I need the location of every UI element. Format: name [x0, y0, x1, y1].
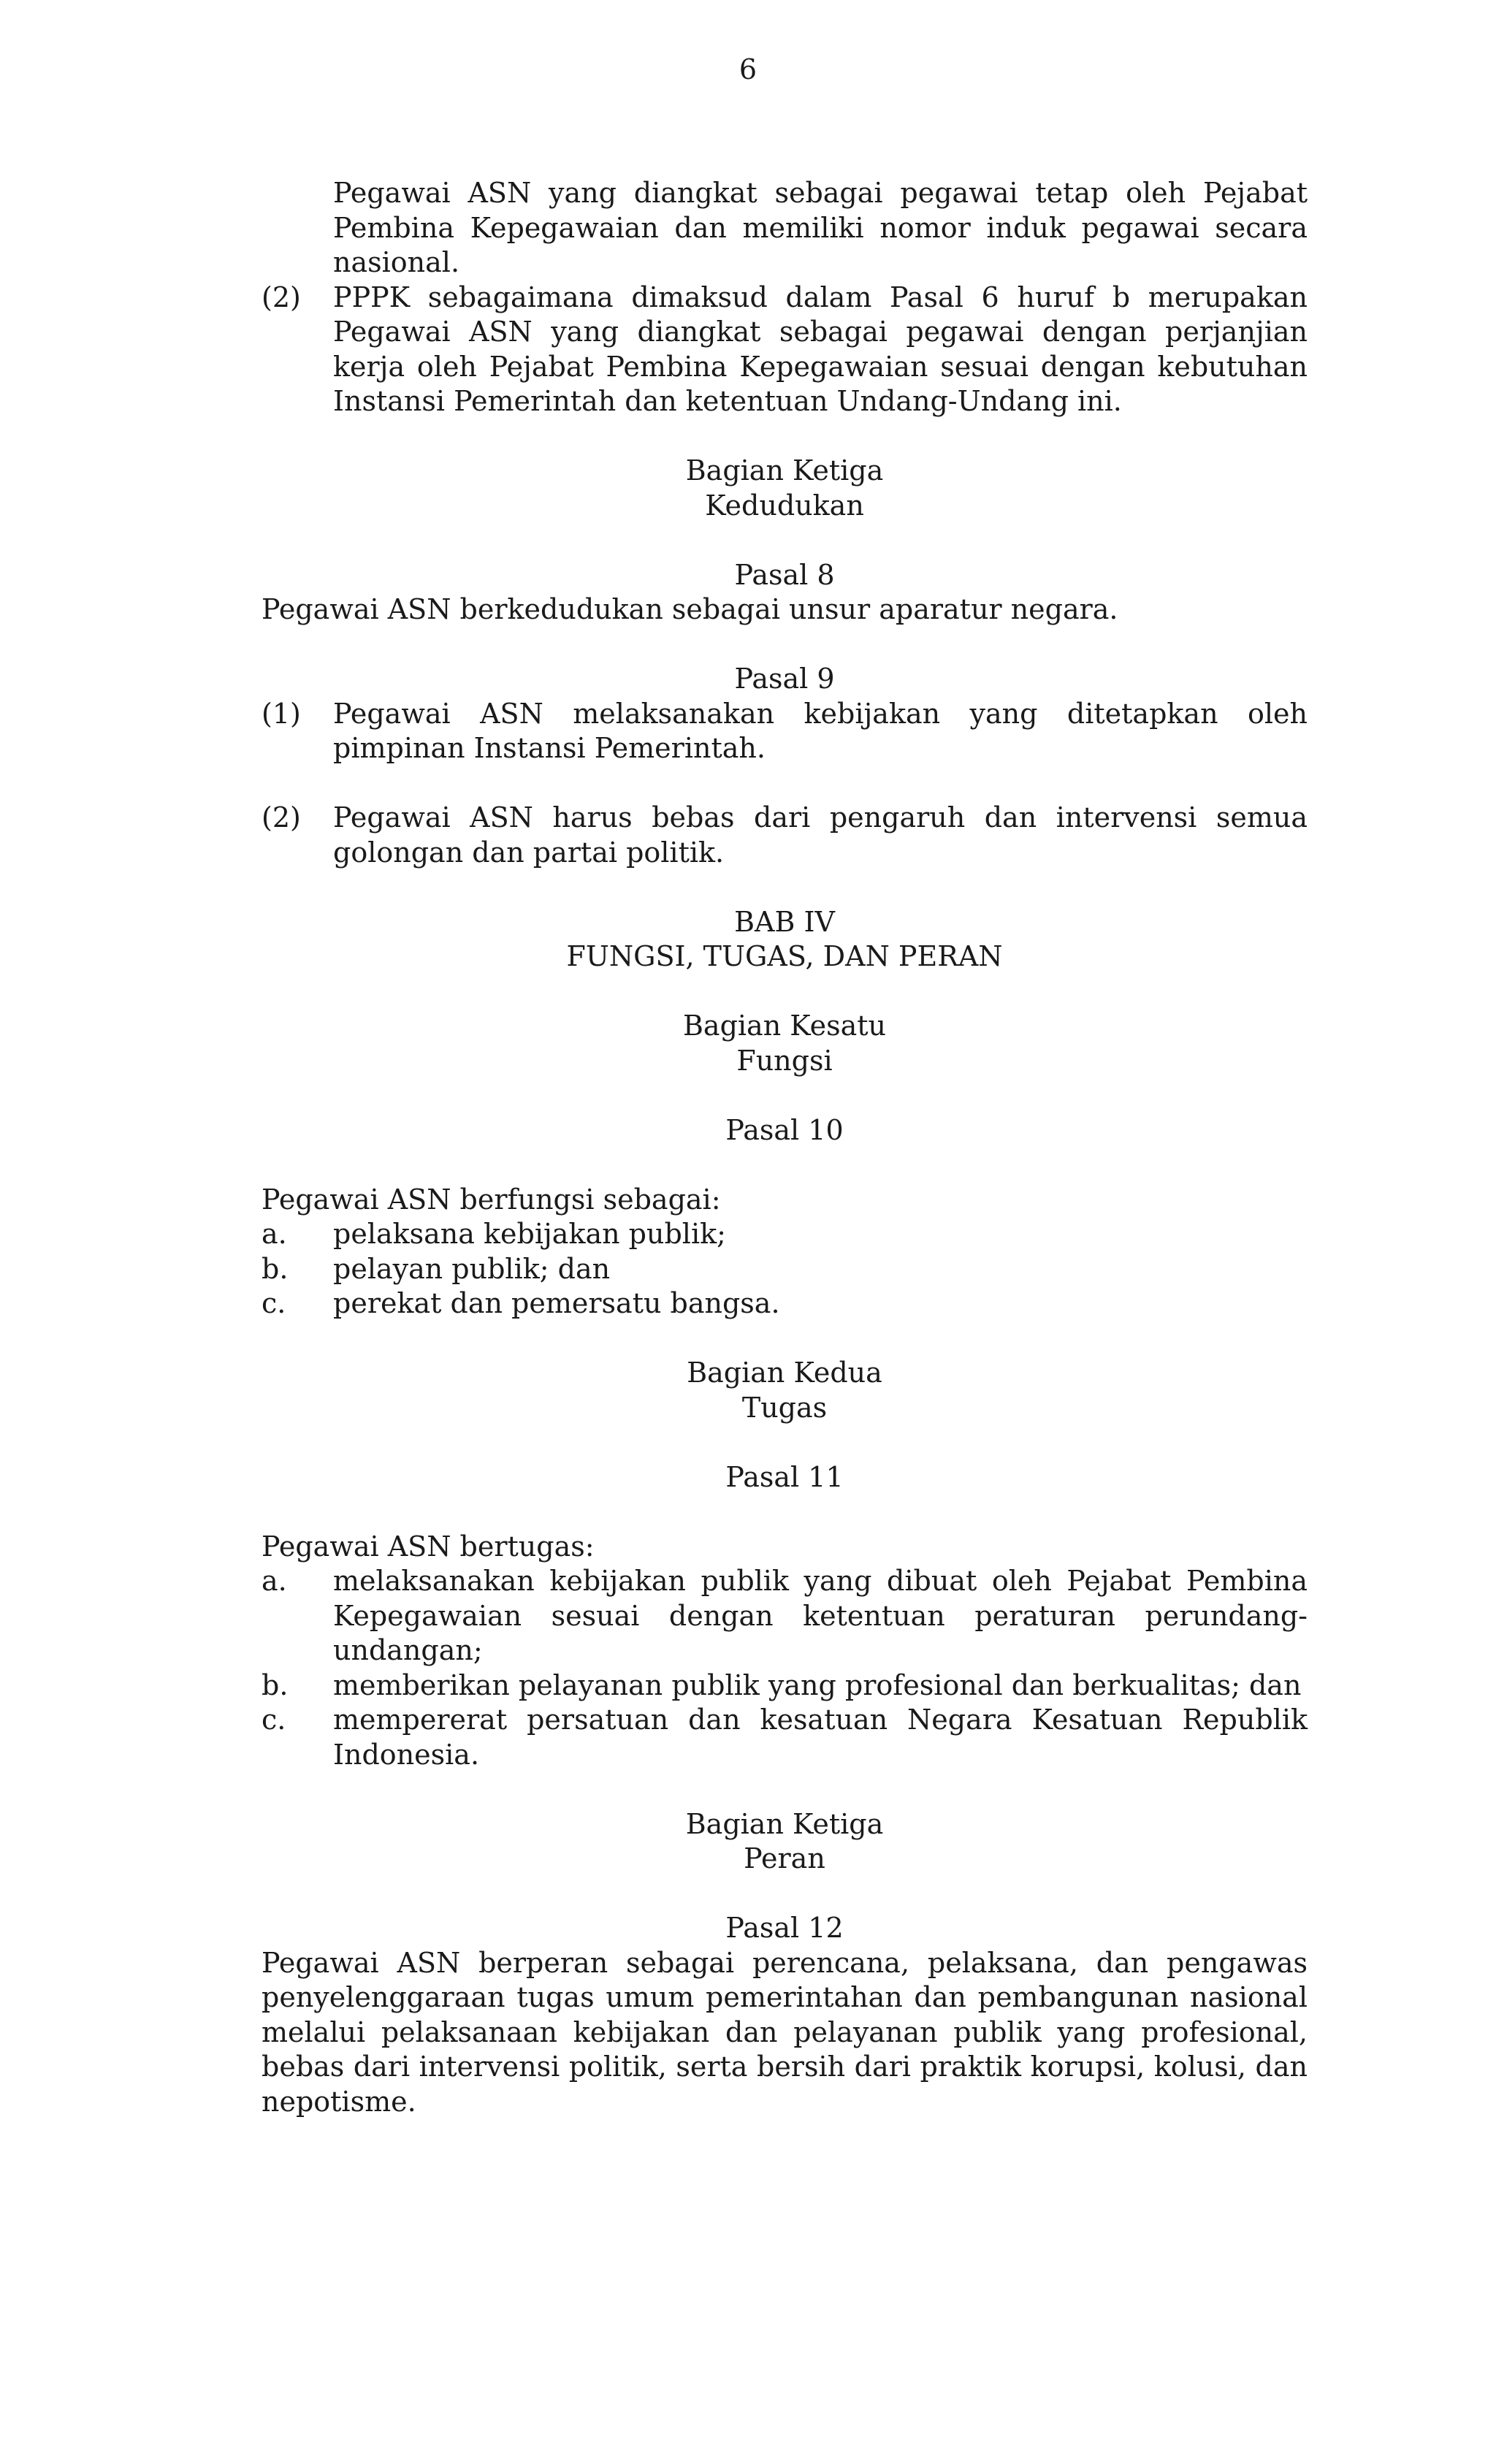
item-text: perekat dan pemersatu bangsa.	[333, 1287, 780, 1319]
pasal7-item-2	[262, 281, 1308, 419]
article-text: Pegawai ASN berperan sebagai perencana, pelaksana, dan pengawas penyelenggaraan tugas umum pemerintahan dan pembangunan nasional melalui pelaksanaan kebijakan dan pelayanan publik yang profesional, bebas dari intervensi politik, serta bersih dari praktik korupsi, kolusi, dan nepotisme.	[262, 1946, 1308, 2118]
item-text: Pegawai ASN melaksanakan kebijakan yang ditetapkan oleh pimpinan Instansi Pemerintah.	[333, 697, 1308, 764]
article-heading: Pasal 10	[725, 1113, 844, 1146]
pasal11-item-a	[262, 1564, 1308, 1668]
article-heading: Pasal 8	[734, 558, 835, 591]
article-intro: Pegawai ASN berfungsi sebagai:	[262, 1183, 721, 1216]
section-subtitle: Kedudukan	[705, 489, 864, 522]
pasal10-item-c	[262, 1286, 1308, 1321]
item-number: (2)	[262, 281, 301, 313]
item-letter: b.	[262, 1668, 289, 1701]
article-heading: Pasal 9	[734, 663, 835, 695]
page-number: 6	[739, 53, 757, 85]
item-text: PPPK sebagaimana dimaksud dalam Pasal 6 huruf b merupakan Pegawai ASN yang diangkat sebagai pegawai dengan perjanjian kerja oleh Pejabat Pembina Kepegawaian sesuai dengan kebutuhan Instansi Pemerintah dan ketentuan Undang-Undang ini.	[333, 281, 1308, 417]
section-title: Bagian Ketiga	[685, 1807, 884, 1840]
item-letter: c.	[262, 1287, 286, 1319]
section-subtitle: Tugas	[741, 1391, 828, 1424]
item-number: (2)	[262, 801, 301, 834]
pasal9-item-2	[262, 801, 1308, 870]
chapter-subtitle: FUNGSI, TUGAS, DAN PERAN	[566, 940, 1003, 972]
item-letter: c.	[262, 1704, 286, 1736]
pasal9-item-1	[262, 697, 1308, 766]
item-letter: a.	[262, 1565, 287, 1597]
article-text: Pegawai ASN berkedudukan sebagai unsur aparatur negara.	[262, 593, 1118, 625]
item-letter: b.	[262, 1252, 289, 1285]
article-intro: Pegawai ASN bertugas:	[262, 1530, 595, 1563]
item-text: pelaksana kebijakan publik;	[333, 1218, 726, 1250]
article-heading: Pasal 11	[725, 1460, 844, 1493]
pasal10-item-a	[262, 1217, 1308, 1252]
section-title: Bagian Kesatu	[682, 1010, 887, 1042]
item-text: pelayan publik; dan	[333, 1252, 611, 1285]
pasal11-item-b	[262, 1668, 1308, 1704]
section-title: Bagian Kedua	[687, 1357, 882, 1389]
article-heading: Pasal 12	[725, 1912, 844, 1944]
item-number: (1)	[262, 697, 301, 730]
chapter-title: BAB IV	[734, 905, 835, 938]
pasal11-item-c	[262, 1703, 1308, 1772]
item-text: mempererat persatuan dan kesatuan Negara Kesatuan Republik Indonesia.	[333, 1704, 1308, 1771]
section-title: Bagian Ketiga	[685, 454, 884, 487]
item-letter: a.	[262, 1218, 287, 1250]
document-body	[262, 176, 1308, 2119]
item-text: memberikan pelayanan publik yang profesional dan berkualitas; dan	[333, 1668, 1302, 1701]
section-subtitle: Peran	[744, 1842, 825, 1874]
section-subtitle: Fungsi	[736, 1044, 833, 1077]
pasal10-item-b	[262, 1252, 1308, 1287]
item-text: Pegawai ASN harus bebas dari pengaruh dan intervensi semua golongan dan partai politik.	[333, 801, 1308, 869]
item-text: melaksanakan kebijakan publik yang dibuat oleh Pejabat Pembina Kepegawaian sesuai dengan ketentuan peraturan perundang-undangan;	[333, 1565, 1308, 1666]
pasal7-continuation: Pegawai ASN yang diangkat sebagai pegawai tetap oleh Pejabat Pembina Kepegawaian dan memiliki nomor induk pegawai secara nasional.	[333, 177, 1308, 278]
